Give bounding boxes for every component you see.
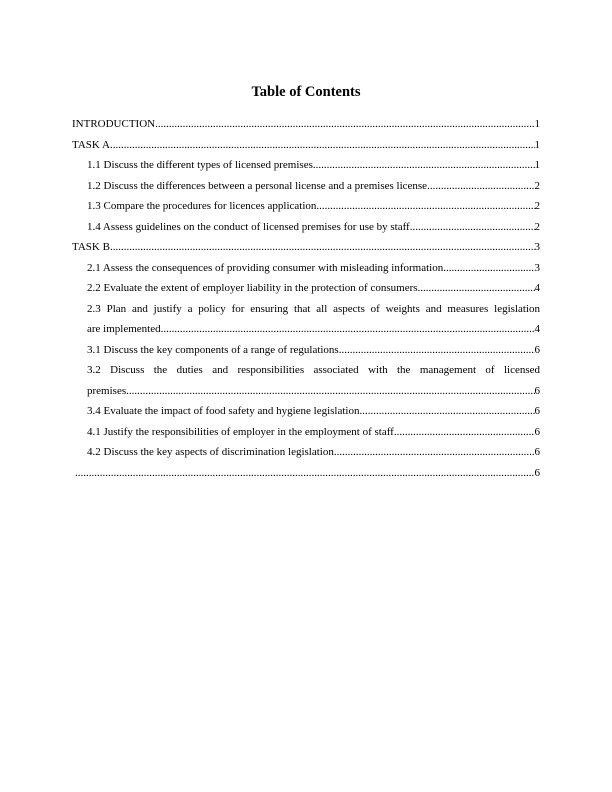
toc-entry-text: 1.1 Discuss the different types of licensed premises — [87, 159, 313, 171]
toc-entry-text: 2.2 Evaluate the extent of employer liability in the protection of consumers — [87, 282, 418, 294]
toc-entry-text: are implemented — [87, 323, 161, 335]
toc-entry-text: 3.4 Evaluate the impact of food safety and hygiene legislation — [87, 405, 360, 417]
toc-entry-text: 2.1 Assess the consequences of providing consumer with misleading information — [87, 261, 444, 274]
toc-page-number: 3 — [534, 241, 540, 253]
toc-entry-3-2[interactable] — [72, 360, 540, 401]
toc-page-number: 2 — [534, 179, 540, 192]
toc-page-number: 1 — [534, 159, 540, 171]
toc-entry-text: TASK B — [72, 241, 110, 253]
toc-entry-text: 4.1 Justify the responsibilities of employer in the employment of staff — [87, 425, 394, 438]
toc-page-number: 6 — [534, 343, 540, 356]
toc-page-number: 6 — [534, 384, 540, 397]
toc-entry-untitled[interactable] — [72, 463, 540, 484]
toc-leader-dots — [126, 381, 534, 402]
toc-entry-1-4[interactable] — [72, 217, 540, 238]
toc-entry-text-line1: 2.3 Plan and justify a policy for ensuring that all aspects of weights and measures legislation — [87, 302, 540, 315]
toc-entry-4-2[interactable] — [72, 442, 540, 463]
toc-leader-dots — [443, 258, 534, 279]
toc-leader-dots — [418, 278, 535, 299]
toc-entry-1-3[interactable] — [72, 196, 540, 217]
toc-entry-text-line1: 3.2 Discuss the duties and responsibilities associated with the management of licensed — [87, 364, 540, 376]
table-of-contents — [72, 114, 540, 483]
toc-page-number: 6 — [534, 466, 540, 479]
toc-page-number: 6 — [534, 405, 540, 417]
toc-page-number: 4 — [534, 323, 540, 335]
toc-leader-dots — [316, 196, 534, 217]
toc-leader-dots — [313, 155, 535, 176]
toc-entry-2-3[interactable] — [72, 299, 540, 340]
toc-leader-dots — [394, 422, 535, 443]
toc-entry-2-1[interactable] — [72, 258, 540, 279]
toc-entry-4-1[interactable] — [72, 422, 540, 443]
toc-page-number: 2 — [534, 200, 540, 212]
toc-entry-introduction[interactable] — [72, 114, 540, 135]
toc-leader-dots — [155, 114, 534, 135]
toc-entry-1-2[interactable] — [72, 176, 540, 197]
toc-page-number: 6 — [534, 425, 540, 438]
toc-entry-task-b[interactable] — [72, 237, 540, 258]
toc-leader-dots — [110, 237, 535, 258]
toc-entry-text: 1.3 Compare the procedures for licences application — [87, 200, 317, 212]
toc-page-number: 3 — [534, 261, 540, 274]
toc-entry-text: 1.4 Assess guidelines on the conduct of licensed premises for use by staff — [87, 220, 410, 233]
toc-leader-dots — [427, 176, 534, 197]
toc-leader-dots — [161, 319, 535, 340]
toc-page-number: 6 — [534, 446, 540, 458]
toc-entry-task-a[interactable] — [72, 135, 540, 156]
toc-entry-1-1[interactable] — [72, 155, 540, 176]
toc-leader-dots — [110, 135, 535, 156]
toc-leader-dots — [75, 463, 535, 484]
toc-entry-3-1[interactable] — [72, 340, 540, 361]
toc-entry-text: 3.1 Discuss the key components of a range of regulations — [87, 343, 339, 356]
toc-entry-text: TASK A — [72, 138, 110, 151]
toc-entry-text: 1.2 Discuss the differences between a personal license and a premises license — [87, 179, 428, 192]
toc-entry-text: INTRODUCTION — [72, 118, 156, 130]
toc-entry-3-4[interactable] — [72, 401, 540, 422]
toc-page-number: 1 — [534, 138, 540, 151]
toc-entry-text: premises — [87, 384, 127, 397]
toc-leader-dots — [334, 442, 535, 463]
toc-leader-dots — [410, 217, 535, 238]
toc-page-number: 2 — [534, 220, 540, 233]
toc-title: Table of Contents — [251, 84, 361, 100]
toc-entry-text: 4.2 Discuss the key aspects of discrimination legislation — [87, 446, 334, 458]
toc-leader-dots — [359, 401, 534, 422]
toc-page-number: 1 — [534, 118, 540, 130]
toc-entry-2-2[interactable] — [72, 278, 540, 299]
toc-page-number: 4 — [534, 282, 540, 294]
toc-leader-dots — [339, 340, 535, 361]
